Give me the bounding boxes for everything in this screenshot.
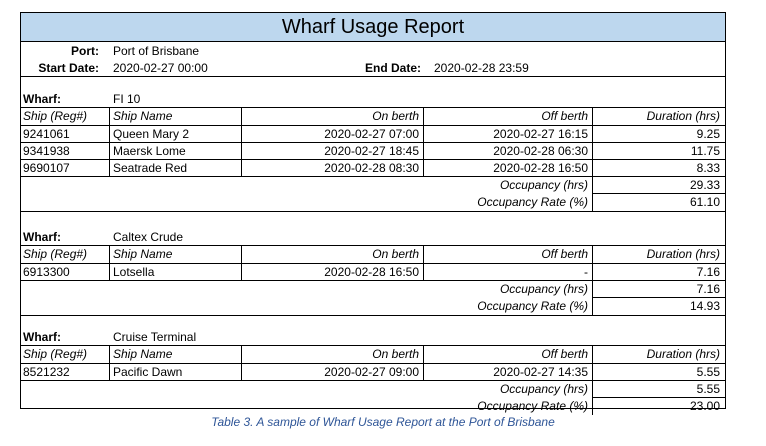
off-berth-cell: 2020-02-28 16:50 xyxy=(493,161,588,175)
on-berth-header: On berth xyxy=(372,247,419,261)
column-divider xyxy=(423,245,424,280)
ship-reg-cell: 6913300 xyxy=(23,265,70,279)
on-berth-cell: 2020-02-28 16:50 xyxy=(324,265,419,279)
off-berth-cell: 2020-02-27 14:35 xyxy=(493,365,588,379)
ship-reg-cell: 9690107 xyxy=(23,161,70,175)
end-date-value: 2020-02-28 23:59 xyxy=(434,61,529,75)
occupancy-label: Occupancy (hrs) xyxy=(499,282,588,296)
column-divider xyxy=(109,345,110,380)
off-berth-header: Off berth xyxy=(541,247,588,261)
wharf-usage-report xyxy=(20,12,726,413)
wharf-label: Wharf: xyxy=(23,92,61,106)
ship-reg-header: Ship (Reg#) xyxy=(23,109,88,123)
ship-name-cell: Seatrade Red xyxy=(113,161,188,175)
occupancy-divider xyxy=(592,280,593,315)
ship-reg-header: Ship (Reg#) xyxy=(23,247,88,261)
occupancy-rate-value: 23.00 xyxy=(689,399,720,413)
off-berth-cell: 2020-02-27 16:15 xyxy=(493,127,588,141)
ship-name-cell: Pacific Dawn xyxy=(113,365,183,379)
wharf-name: FI 10 xyxy=(113,92,141,106)
on-berth-cell: 2020-02-27 07:00 xyxy=(324,127,419,141)
duration-cell: 7.16 xyxy=(696,265,720,279)
occupancy-value: 29.33 xyxy=(689,178,720,192)
on-berth-cell: 2020-02-27 09:00 xyxy=(324,365,419,379)
occupancy-value: 7.16 xyxy=(696,282,720,296)
column-divider xyxy=(109,107,110,176)
end-date-label: End Date: xyxy=(364,61,421,75)
off-berth-cell: 2020-02-28 06:30 xyxy=(493,144,588,158)
start-date-value: 2020-02-27 00:00 xyxy=(113,61,208,75)
wharf-label: Wharf: xyxy=(23,230,61,244)
wharf-label: Wharf: xyxy=(23,330,61,344)
occupancy-value: 5.55 xyxy=(696,382,720,396)
column-divider xyxy=(241,107,242,176)
column-divider xyxy=(241,345,242,380)
column-divider xyxy=(109,245,110,280)
occupancy-rate-value: 61.10 xyxy=(689,195,720,209)
ship-name-header: Ship Name xyxy=(113,247,173,261)
duration-cell: 5.55 xyxy=(696,365,720,379)
section-bottom-rule xyxy=(21,315,725,316)
table-caption: Table 3. A sample of Wharf Usage Report at the Port of Brisbane xyxy=(211,415,555,429)
column-divider xyxy=(592,345,593,380)
occupancy-label: Occupancy (hrs) xyxy=(499,382,588,396)
on-berth-header: On berth xyxy=(372,347,419,361)
port-label: Port: xyxy=(71,44,99,58)
port-value: Port of Brisbane xyxy=(113,44,200,58)
ship-name-header: Ship Name xyxy=(113,347,173,361)
off-berth-header: Off berth xyxy=(541,347,588,361)
ship-name-header: Ship Name xyxy=(113,109,173,123)
off-berth-cell: - xyxy=(584,265,588,279)
on-berth-cell: 2020-02-28 08:30 xyxy=(324,161,419,175)
column-divider xyxy=(423,345,424,380)
ship-reg-cell: 9241061 xyxy=(23,127,70,141)
on-berth-cell: 2020-02-27 18:45 xyxy=(324,144,419,158)
occupancy-rate-label: Occupancy Rate (%) xyxy=(477,299,588,313)
column-divider xyxy=(241,245,242,280)
occupancy-label: Occupancy (hrs) xyxy=(499,178,588,192)
column-divider xyxy=(423,107,424,176)
wharf-name: Caltex Crude xyxy=(113,230,184,244)
occupancy-divider xyxy=(592,176,593,211)
duration-header: Duration (hrs) xyxy=(646,347,720,361)
duration-header: Duration (hrs) xyxy=(646,247,720,261)
duration-cell: 11.75 xyxy=(690,144,720,158)
ship-name-cell: Lotsella xyxy=(113,265,155,279)
occupancy-rate-label: Occupancy Rate (%) xyxy=(477,399,588,413)
column-divider xyxy=(592,245,593,280)
on-berth-header: On berth xyxy=(372,109,419,123)
occupancy-rate-value: 14.93 xyxy=(689,299,720,313)
duration-cell: 9.25 xyxy=(696,127,720,141)
section-bottom-rule xyxy=(21,211,725,212)
report-title: Wharf Usage Report xyxy=(21,13,725,42)
duration-cell: 8.33 xyxy=(696,161,720,175)
header-divider xyxy=(21,76,725,77)
off-berth-header: Off berth xyxy=(541,109,588,123)
duration-header: Duration (hrs) xyxy=(646,109,720,123)
occupancy-divider xyxy=(592,380,593,415)
ship-name-cell: Queen Mary 2 xyxy=(113,127,190,141)
wharf-name: Cruise Terminal xyxy=(113,330,197,344)
ship-name-cell: Maersk Lome xyxy=(113,144,186,158)
occupancy-rate-label: Occupancy Rate (%) xyxy=(477,195,588,209)
ship-reg-header: Ship (Reg#) xyxy=(23,347,88,361)
ship-reg-cell: 9341938 xyxy=(23,144,70,158)
column-divider xyxy=(592,107,593,176)
ship-reg-cell: 8521232 xyxy=(23,365,70,379)
start-date-label: Start Date: xyxy=(38,61,99,75)
